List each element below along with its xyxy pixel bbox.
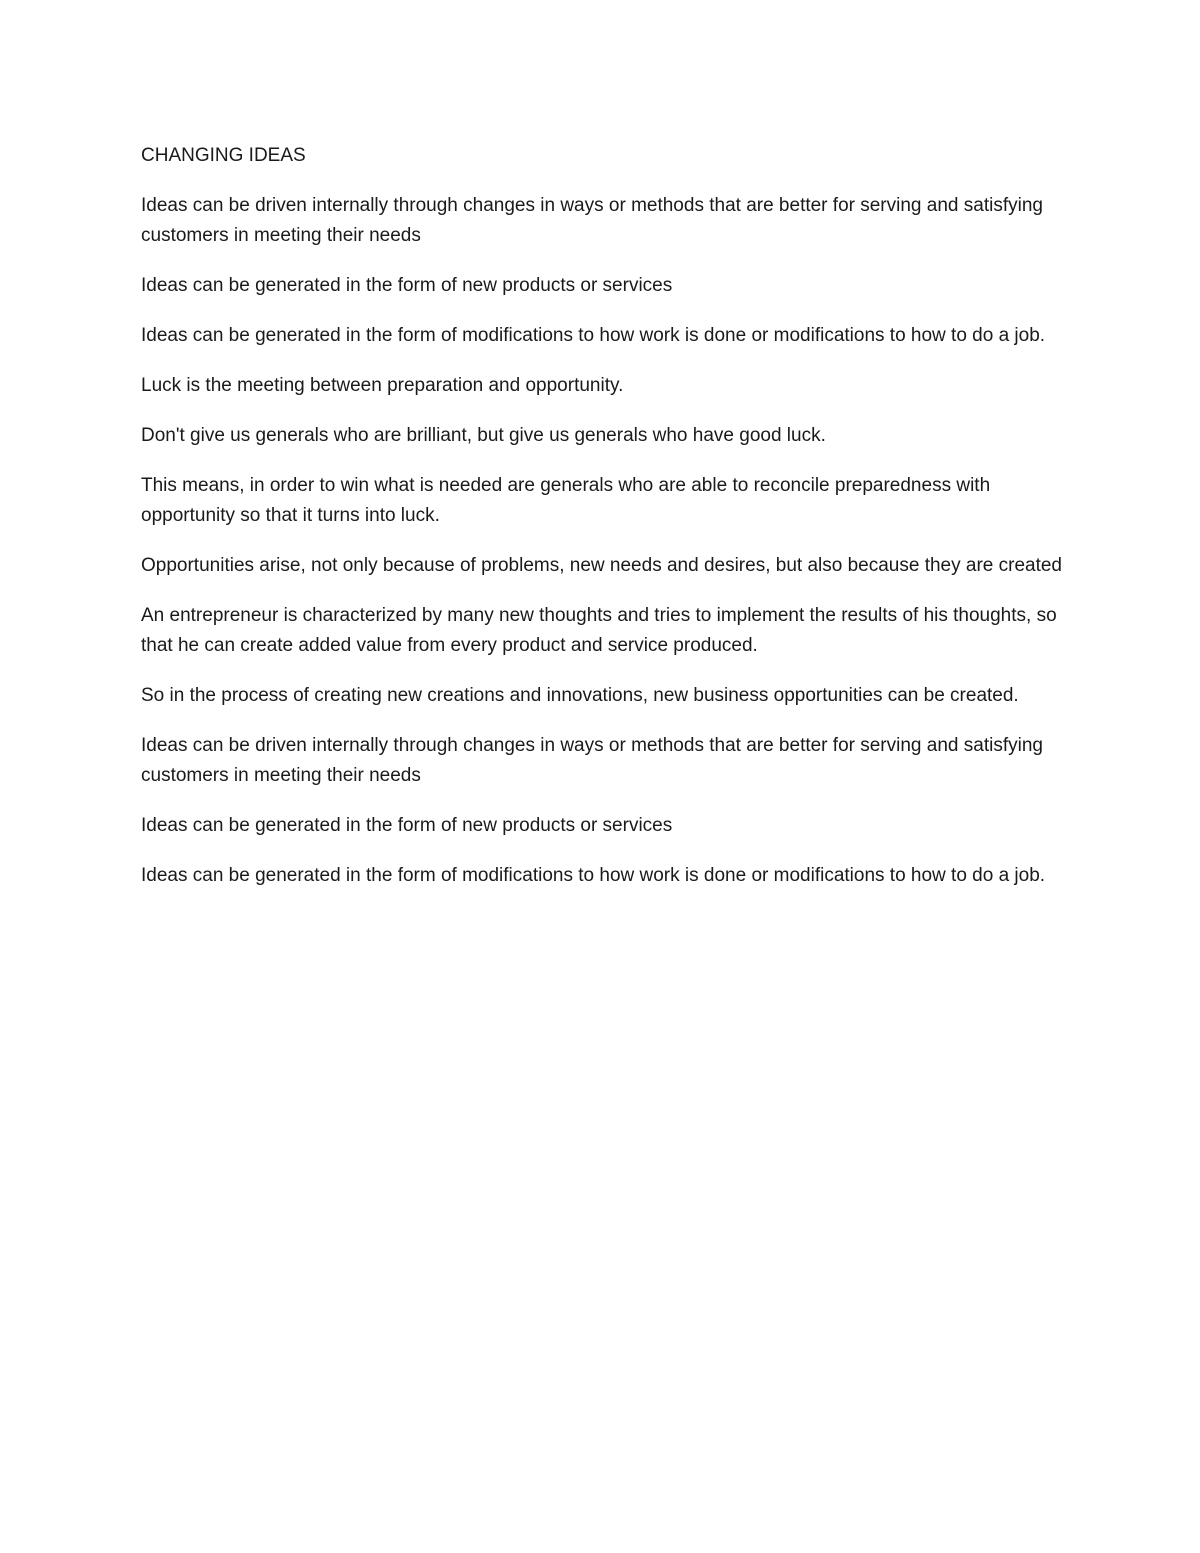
paragraph: Ideas can be generated in the form of modifications to how work is done or modifications to how to do a job.	[141, 325, 1046, 346]
paragraph: So in the process of creating new creations and innovations, new business opportunities can be created.	[141, 685, 1019, 706]
paragraph: Opportunities arise, not only because of problems, new needs and desires, but also because they are created	[141, 555, 1062, 576]
paragraph: Luck is the meeting between preparation and opportunity.	[141, 375, 624, 396]
paragraph: This means, in order to win what is needed are generals who are able to reconcile preparedness with opportunity so that it turns into luck.	[141, 475, 991, 526]
document-title: CHANGING IDEAS	[141, 145, 306, 166]
paragraph: Ideas can be driven internally through changes in ways or methods that are better for serving and satisfying customers in meeting their needs	[141, 735, 1043, 786]
paragraph: Ideas can be driven internally through changes in ways or methods that are better for serving and satisfying customers in meeting their needs	[141, 195, 1043, 246]
paragraph: An entrepreneur is characterized by many new thoughts and tries to implement the results of his thoughts, so that he can create added value from every product and service produced.	[141, 605, 1057, 656]
paragraph: Don't give us generals who are brilliant, but give us generals who have good luck.	[141, 425, 826, 446]
paragraph: Ideas can be generated in the form of new products or services	[141, 275, 673, 296]
document-body	[141, 141, 1066, 911]
paragraph: Ideas can be generated in the form of modifications to how work is done or modifications to how to do a job.	[141, 865, 1046, 886]
paragraph: Ideas can be generated in the form of new products or services	[141, 815, 673, 836]
